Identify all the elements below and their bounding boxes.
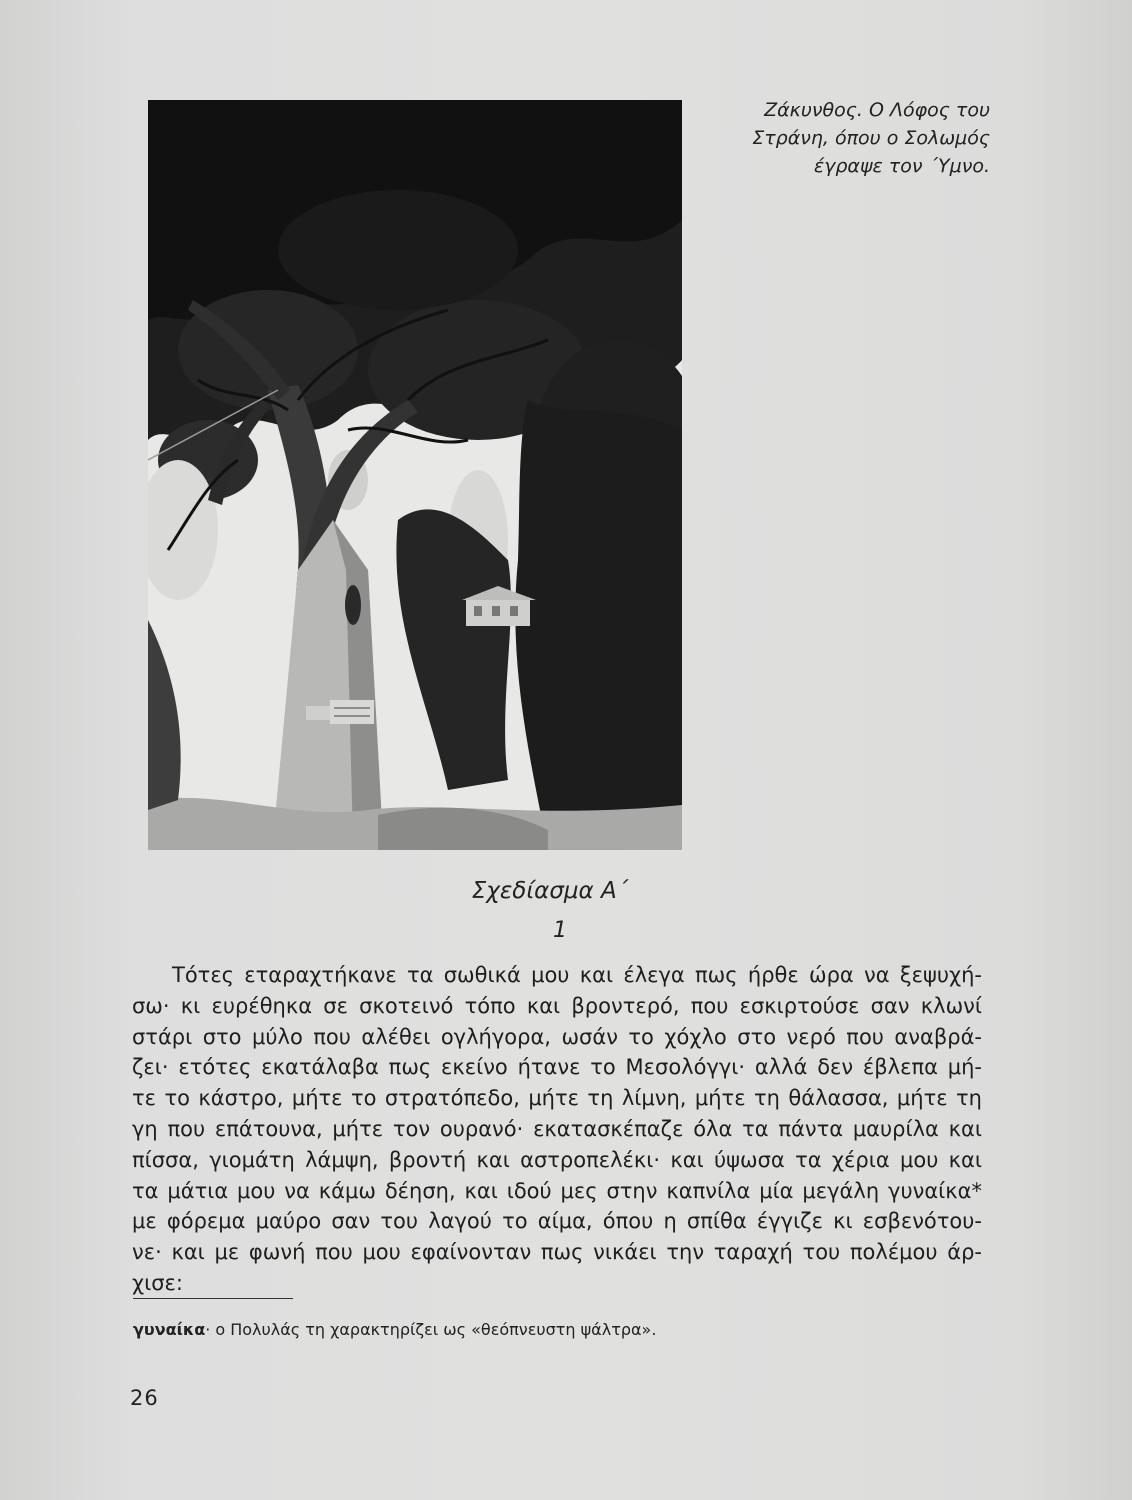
caption-line: Στράνη, όπου ο Σολωμός — [752, 127, 990, 149]
footnote-term: γυναίκα — [133, 1320, 206, 1339]
text-line: με φόρεμα μαύρο σαν του λαγού το αίμα, όπου η σπίθα έγγιζε κι εσβενότου- — [132, 1209, 982, 1234]
footnote-text: · ο Πολυλάς τη χαρακτηρίζει ως «θεόπνευστη ψάλτρα». — [205, 1320, 657, 1339]
text-line: τα μάτια μου να κάμω δέηση, και ιδού μες στην καπνίλα μία μεγάλη γυναίκα* — [132, 1178, 982, 1203]
section-title — [0, 878, 1132, 904]
photo-caption — [700, 96, 990, 180]
text-line: γη που επάτουνα, μήτε τον ουρανό· εκατασκέπαζε όλα τα πάντα μαυρίλα και — [132, 1116, 982, 1141]
caption-line: Ζάκυνθος. Ο Λόφος του — [764, 99, 990, 121]
body-paragraph — [132, 960, 982, 1299]
footnote-divider — [133, 1298, 293, 1299]
text-line: σω· κι ευρέθηκα σε σκοτεινό τόπο και βροντερό, που εσκιρτούσε σαν κλωνί — [132, 993, 982, 1018]
text-line: νε· και με φωνή που μου εφαίνονταν πως νικάει την ταραχή του πολέμου άρ- — [132, 1240, 982, 1265]
section-number: 1 — [553, 918, 567, 943]
text-line: Τότες εταραχτήκανε τα σωθικά μου και έλεγα πως ήρθε ώρα να ξεψυχή- — [172, 963, 982, 987]
page-number: 26 — [130, 1386, 159, 1410]
text-line: στάρι στο μύλο που αλέθει ογλήγορα, ωσάν το χόχλο στο νερό που αναβρά- — [132, 1024, 982, 1049]
section-title-text: Σχεδίασμα Α΄ — [471, 878, 629, 904]
tree-and-monument-photo — [148, 100, 682, 850]
footnote — [133, 1320, 656, 1339]
text-line: χισε: — [132, 1270, 183, 1295]
caption-line: έγραψε τον ΄Υμνο. — [813, 155, 990, 177]
text-line: πίσσα, γιομάτη λάμψη, βροντή και αστροπελέκι· και ύψωσα τα χέρια μου και — [132, 1147, 982, 1172]
text-line: τε το κάστρο, μήτε το στρατόπεδο, μήτε τη λίμνη, μήτε τη θάλασσα, μήτε τη — [132, 1086, 982, 1111]
text-line: ζει· ετότες εκατάλαβα πως εκείνο ήτανε το Μεσολόγγι· αλλά δεν έβλεπα μή- — [132, 1055, 982, 1080]
